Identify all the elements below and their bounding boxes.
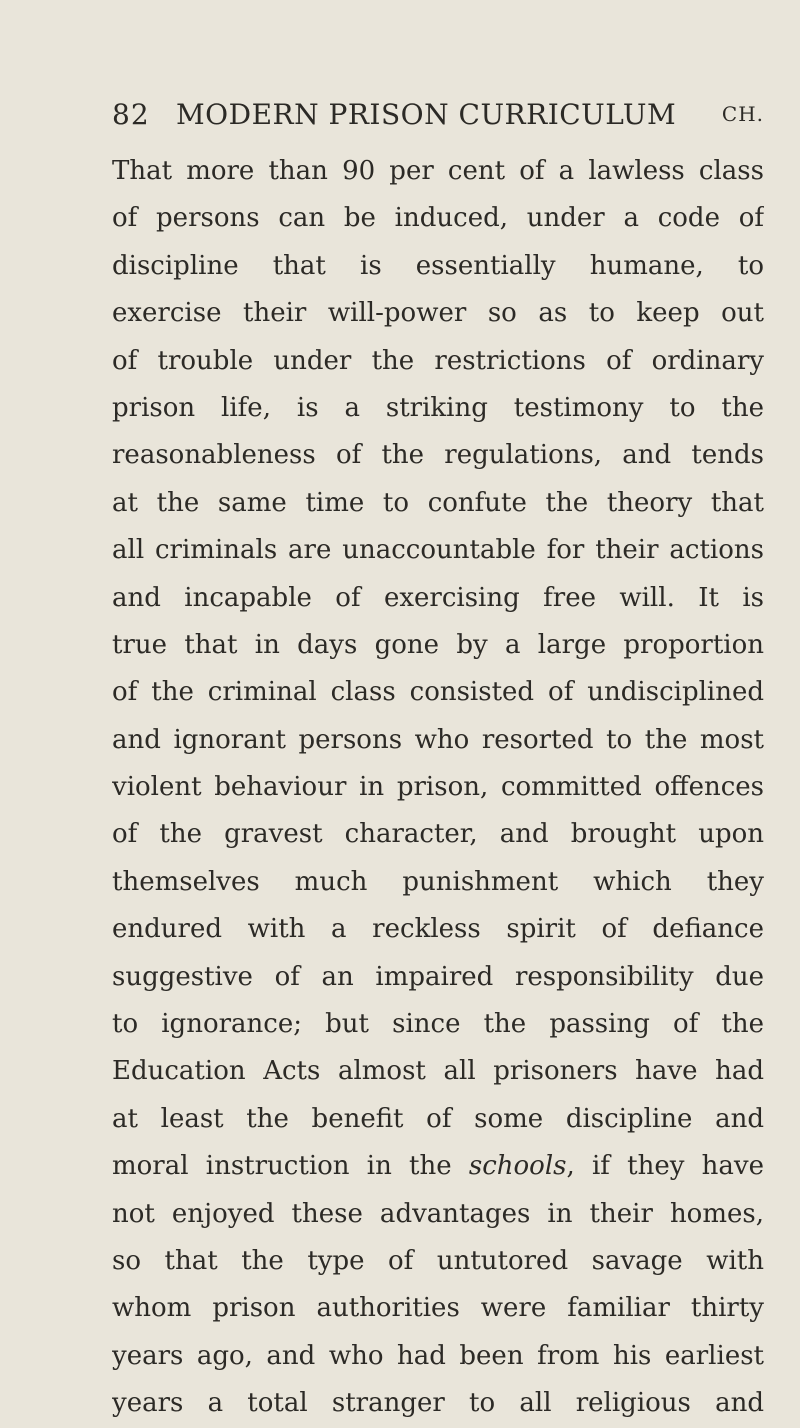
text-line: at least the benefit of some discipline and xyxy=(112,1103,764,1134)
text-line: reasonableness of the regulations, and tends xyxy=(112,440,764,471)
text-line: suggestive of an impaired responsibility due xyxy=(112,961,764,992)
text-line: so that the type of untutored savage with xyxy=(112,1245,764,1276)
text-line: prison life, is a striking testimony to the xyxy=(112,392,764,423)
text-line: true that in days gone by a large proportion xyxy=(112,629,764,660)
italic-word-schools: schools xyxy=(468,1151,567,1182)
text-line: discipline that is essentially humane, to xyxy=(112,250,764,281)
running-head xyxy=(112,98,764,138)
text-line: That more than 90 per cent of a lawless class xyxy=(112,156,764,186)
text-line: exercise their will-power so as to keep out xyxy=(112,298,764,329)
body-text xyxy=(112,148,764,1428)
text-line: of trouble under the restrictions of ordinary xyxy=(112,345,764,376)
text-line: and ignorant persons who resorted to the most xyxy=(112,724,764,755)
text-line: whom prison authorities were familiar thirty xyxy=(112,1293,764,1324)
text-line: to ignorance; but since the passing of the xyxy=(112,1009,764,1040)
text-segment: , if they have xyxy=(566,1151,764,1182)
text-line: Education Acts almost all prisoners have had xyxy=(112,1056,764,1087)
text-line: at the same time to confute the theory that xyxy=(112,487,764,518)
text-line-with-italic xyxy=(112,1143,764,1190)
text-line: not enjoyed these advantages in their homes, xyxy=(112,1198,764,1229)
text-line: of the criminal class consisted of undisciplined xyxy=(112,677,764,708)
text-line: endured with a reckless spirit of defiance xyxy=(112,914,764,945)
text-line: years a total stranger to all religious and xyxy=(112,1388,764,1419)
running-title: MODERN PRISON CURRICULUM xyxy=(176,98,677,131)
text-line: all criminals are unaccountable for their actions xyxy=(112,535,764,566)
chapter-abbreviation: CH. xyxy=(721,102,764,126)
text-line: years ago, and who had been from his earliest xyxy=(112,1340,764,1371)
text-line: themselves much punishment which they xyxy=(112,866,764,897)
text-segment: moral instruction in the xyxy=(112,1151,452,1182)
text-line: of the gravest character, and brought upon xyxy=(112,819,764,850)
text-line: and incapable of exercising free will. It is xyxy=(112,582,764,613)
text-line: of persons can be induced, under a code of xyxy=(112,203,764,234)
text-line: violent behaviour in prison, committed offences xyxy=(112,772,764,803)
page-number: 82 xyxy=(112,98,150,131)
